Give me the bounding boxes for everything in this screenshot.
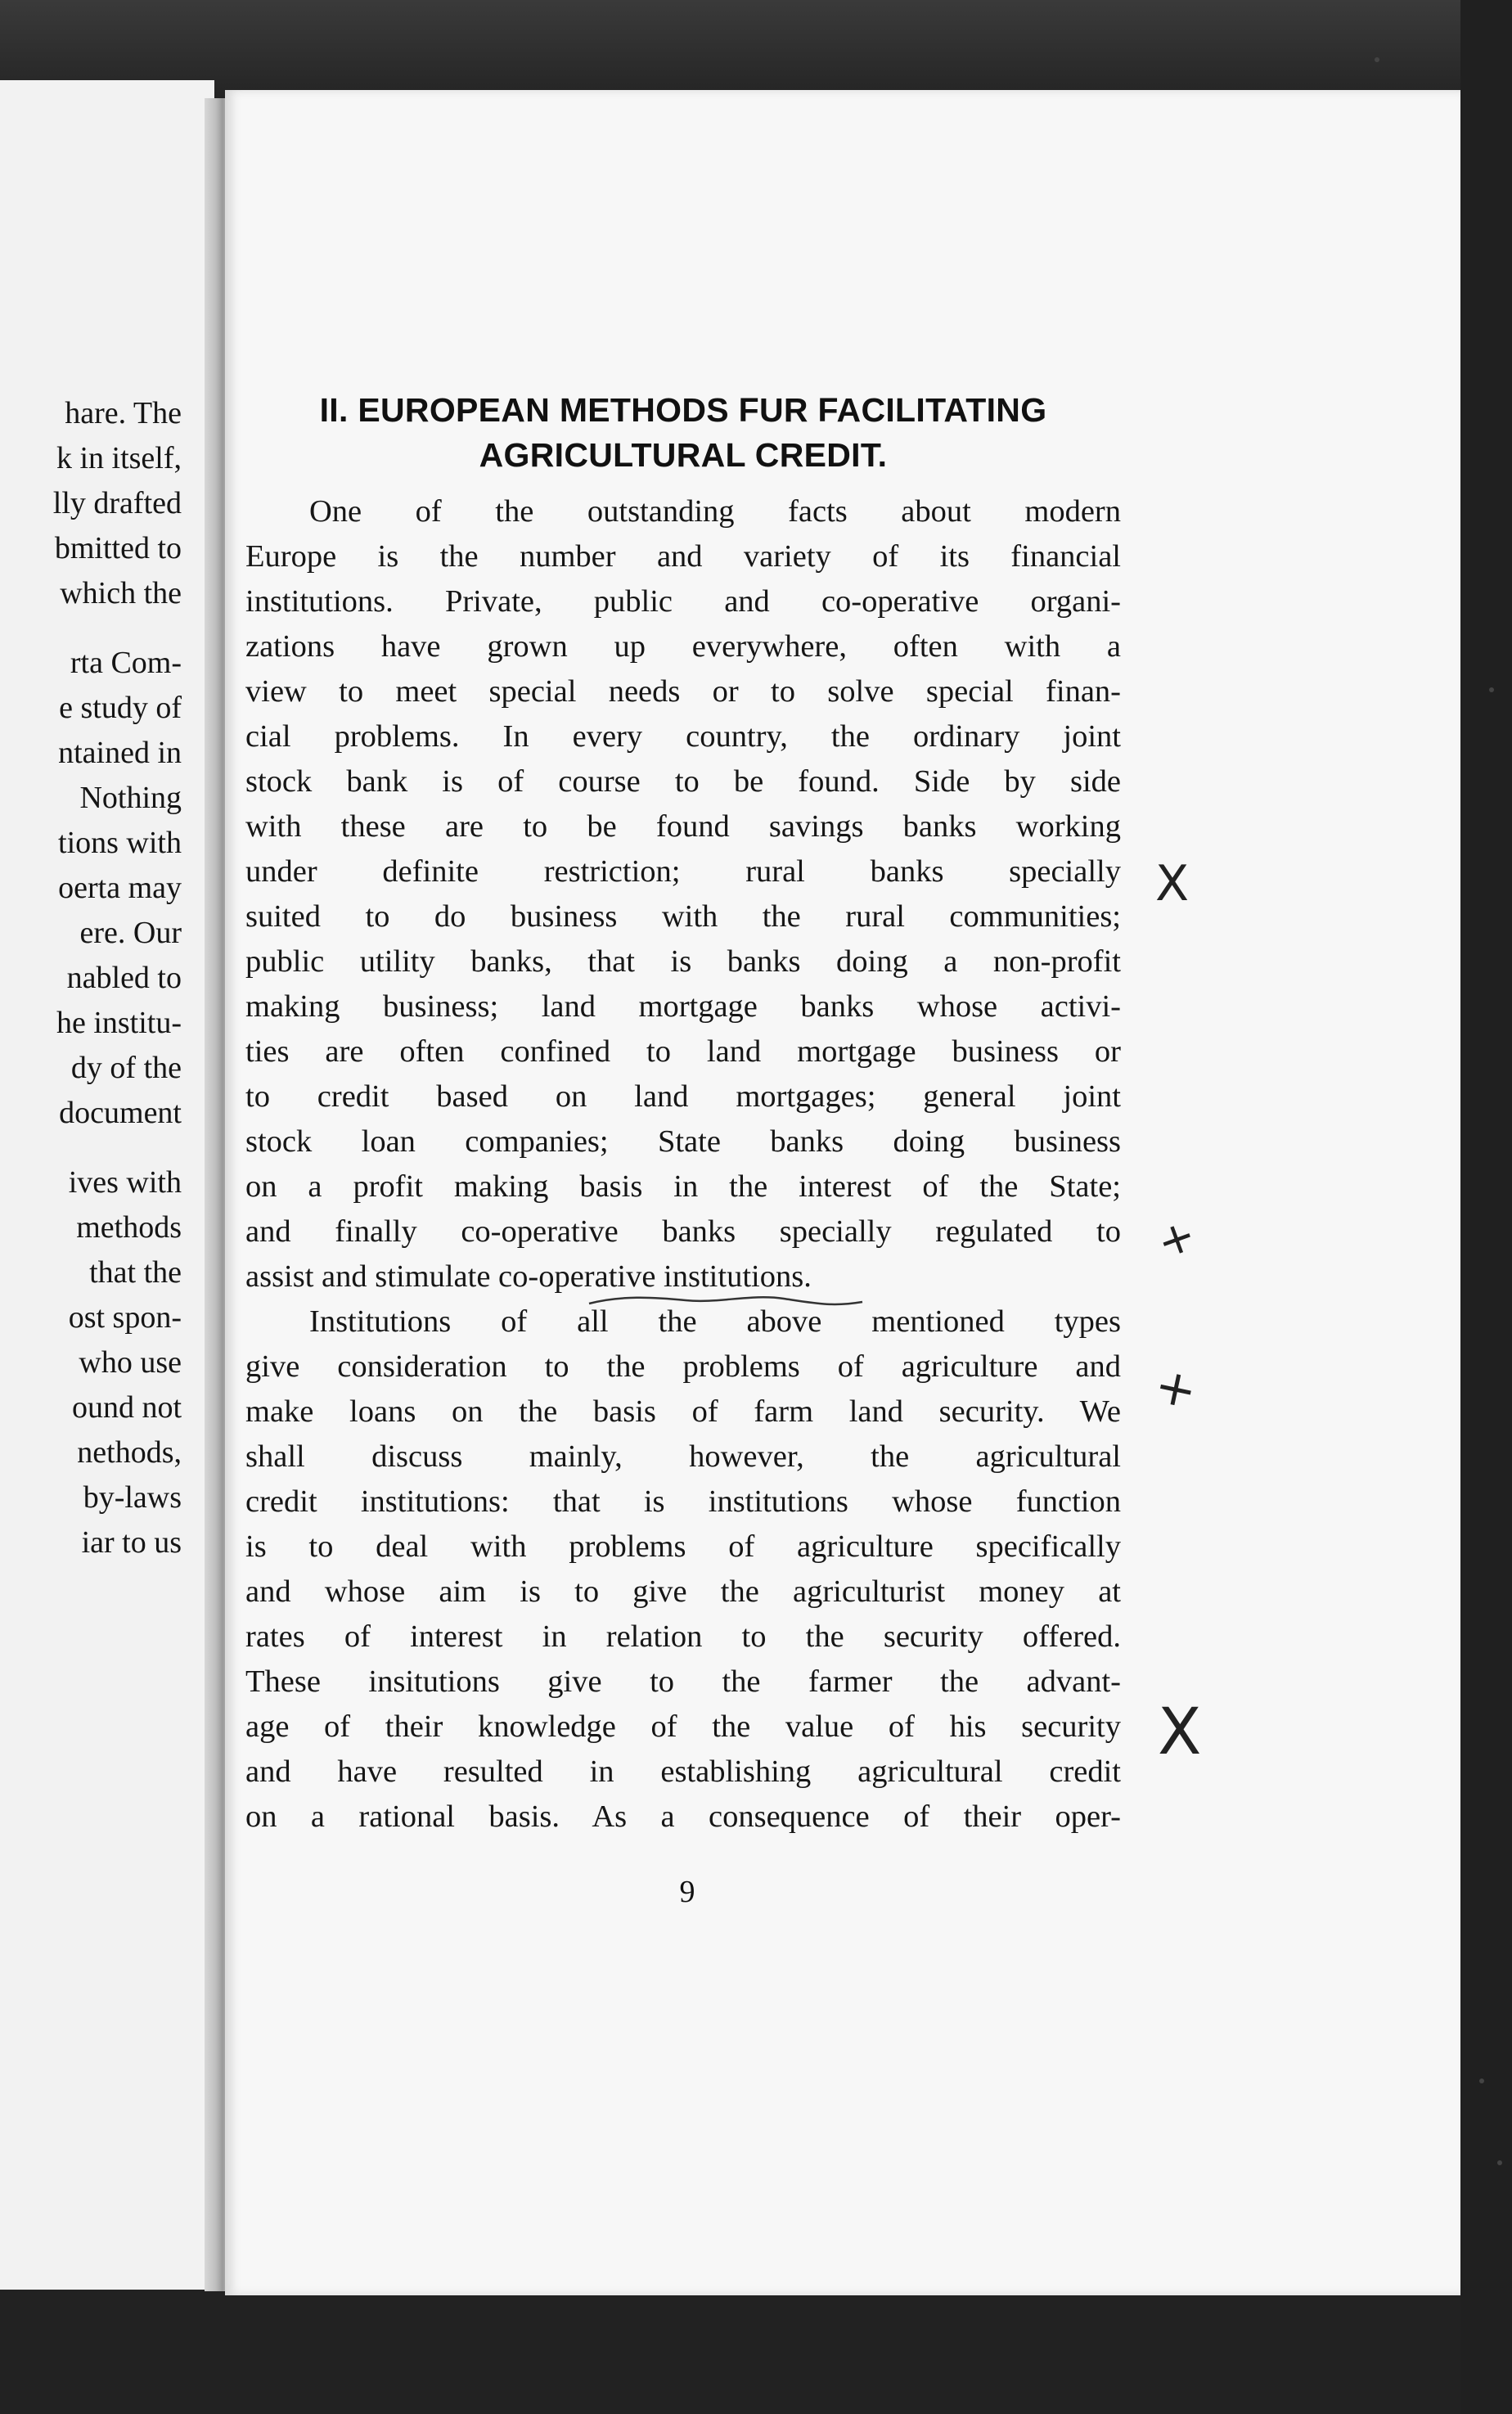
paragraph-1-line: institutions. Private, public and co-operative organi- — [245, 584, 1121, 619]
left-line: ives with — [68, 1165, 182, 1200]
paragraph-2-line: These insitutions give to the farmer the advant- — [245, 1664, 1121, 1699]
chapter-title-line-2: AGRICULTURAL CREDIT. — [479, 436, 888, 474]
paragraph-1-line: suited to do business with the rural communities; — [245, 899, 1121, 934]
chapter-title — [242, 388, 1124, 478]
paragraph-1-line: One of the outstanding facts about modern — [309, 494, 1121, 529]
body-text — [245, 489, 1121, 1840]
left-line: by-laws — [83, 1480, 182, 1515]
left-line: ound not — [71, 1390, 182, 1425]
paragraph-2-line: Institutions of all the above mentioned types — [309, 1304, 1121, 1339]
paragraph-1-line: ties are often confined to land mortgage business or — [245, 1034, 1121, 1069]
paragraph-2-line: credit institutions: that is institutions whose function — [245, 1484, 1121, 1519]
paragraph-1-line: assist and stimulate co-operative institutions. — [245, 1259, 812, 1294]
chapter-title-line-1: II. EUROPEAN METHODS FUR FACILITATING — [319, 391, 1047, 429]
margin-annotation-x: X — [1158, 1696, 1202, 1769]
paragraph-2-line: rates of interest in relation to the security offered. — [245, 1619, 1121, 1654]
left-line: tions with — [58, 826, 182, 860]
left-line: lly drafted — [52, 486, 182, 520]
page-number: 9 — [679, 1875, 695, 1909]
paragraph-2-line: and whose aim is to give the agriculturist money at — [245, 1574, 1121, 1609]
left-line: hare. The — [65, 396, 182, 430]
left-line: methods — [76, 1210, 182, 1245]
left-line: ere. Our — [79, 916, 182, 950]
paragraph-1-line: under definite restriction; rural banks specially — [245, 854, 1121, 889]
paragraph-2-line: on a rational basis. As a consequence of their oper- — [245, 1799, 1121, 1834]
left-line: which the — [60, 576, 182, 610]
handwritten-underline — [587, 1289, 866, 1313]
paragraph-2-line: make loans on the basis of farm land security. We — [245, 1394, 1121, 1429]
left-line: bmitted to — [54, 531, 182, 565]
paragraph-2-line: age of their knowledge of the value of his security — [245, 1709, 1121, 1744]
paragraph-2-line: is to deal with problems of agriculture specifically — [245, 1529, 1121, 1564]
left-page — [0, 80, 214, 2290]
left-line: nethods, — [77, 1435, 182, 1470]
left-line: k in itself, — [56, 441, 182, 475]
margin-annotation-mark: + — [1150, 1356, 1203, 1421]
paragraph-2-line: shall discuss mainly, however, the agricultural — [245, 1439, 1121, 1474]
left-line: document — [59, 1096, 182, 1130]
paragraph-2-line: and have resulted in establishing agricultural credit — [245, 1754, 1121, 1789]
left-line: ost spon- — [68, 1300, 182, 1335]
paragraph-1-line: stock loan companies; State banks doing business — [245, 1124, 1121, 1159]
left-line: rta Com- — [70, 646, 182, 680]
paragraph-2-line: give consideration to the problems of agriculture and — [245, 1349, 1121, 1384]
paragraph-1-line: Europe is the number and variety of its financial — [245, 539, 1121, 574]
left-line: he institu- — [56, 1006, 182, 1040]
paragraph-1-line: view to meet special needs or to solve special finan- — [245, 674, 1121, 709]
left-line: ntained in — [58, 736, 182, 770]
paragraph-1-line: with these are to be found savings banks working — [245, 809, 1121, 844]
left-line: dy of the — [70, 1051, 182, 1085]
left-line: nabled to — [66, 961, 182, 995]
left-line: who use — [79, 1345, 182, 1380]
left-line: oerta may — [58, 871, 182, 905]
left-line: iar to us — [81, 1525, 182, 1560]
left-line: e study of — [59, 691, 182, 725]
left-line: Nothing — [79, 781, 182, 815]
paragraph-1-line: public utility banks, that is banks doing a non-profit — [245, 944, 1121, 979]
paragraph-1-line: and finally co-operative banks specially regulated to — [245, 1214, 1121, 1249]
paragraph-1-line: on a profit making basis in the interest of the State; — [245, 1169, 1121, 1204]
paragraph-1-line: zations have grown up everywhere, often with a — [245, 629, 1121, 664]
paragraph-1-line: to credit based on land mortgages; general joint — [245, 1079, 1121, 1114]
margin-annotation-x: X — [1155, 855, 1190, 912]
paragraph-1-line: making business; land mortgage banks whose activi- — [245, 989, 1121, 1024]
paragraph-1-line: cial problems. In every country, the ordinary joint — [245, 719, 1121, 754]
scan-background-bottom — [0, 2283, 1512, 2414]
scan-background-right — [1460, 0, 1512, 2414]
left-line: that the — [89, 1255, 182, 1290]
paragraph-1-line: stock bank is of course to be found. Side by side — [245, 764, 1121, 799]
left-page-text — [0, 391, 182, 1565]
margin-annotation-mark: + — [1150, 1208, 1203, 1269]
